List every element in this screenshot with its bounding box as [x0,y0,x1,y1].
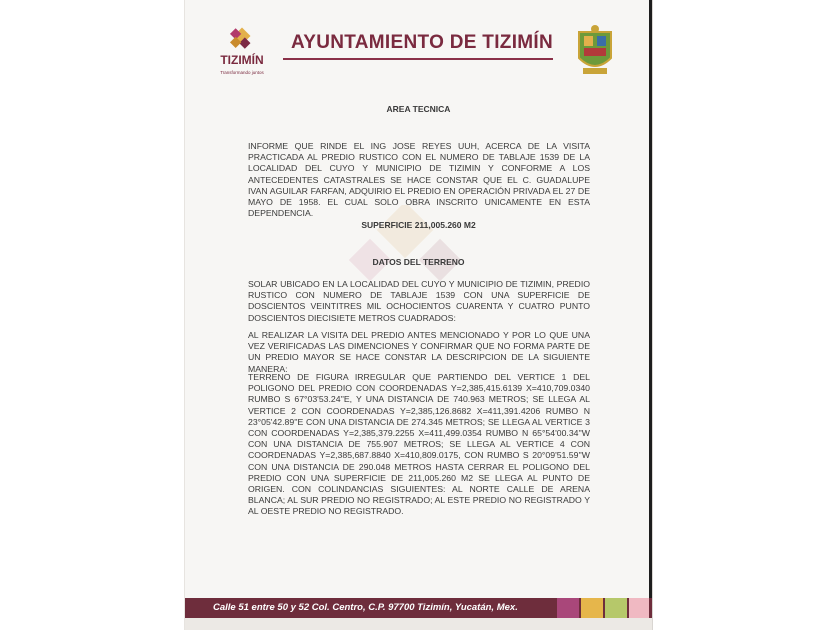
municipal-seal-icon [573,22,617,78]
datos-title: DATOS DEL TERRENO [372,257,465,267]
letterhead [185,0,652,90]
bottom-strip [185,618,652,630]
tizimin-logo-icon [207,14,277,84]
footer-bar [185,598,652,618]
paragraph-visita: AL REALIZAR LA VISITA DEL PREDIO ANTES MENCIONADO Y POR LO QUE UNA VEZ VERIFICADAS LAS DIMENCIONES Y CONFIRMAR QUE NO FORMA PARTE DE UN PREDIO MAYOR SE HACE CONSTAR LA DESCRIPCION DE LA SIGUIENTE MANERA: [248,330,590,374]
logo-text: TIZIMÍN [220,53,264,67]
paragraph-solar: SOLAR UBICADO EN LA LOCALIDAD DEL CUYO Y MUNICIPIO DE TIZIMIN, PREDIO RUSTICO CON NUMERO DE TABLAJE 1539 CON UNA SUPERFICIE DE DOSCIENTOS VEINTITRES MIL OCHOCIENTOS CUARENTA Y CUATRO PUNTO DOSCIENTOS DIECISIETE METROS CUADRADOS: [248,279,590,323]
footer-swatch-2 [581,598,603,618]
title-rule [283,58,553,60]
logo-subtext: Transformando juntos [220,70,264,75]
section-title: AREA TECNICA [386,104,451,114]
footer-swatch-4 [629,598,649,618]
footer-swatch-1 [557,598,579,618]
page-edge [649,0,652,630]
document-page [185,0,652,630]
paragraph-terreno: TERRENO DE FIGURA IRREGULAR QUE PARTIENDO DEL VERTICE 1 DEL POLIGONO DEL PREDIO CON COORDENADAS Y=2,385,415.6139 X=410,709.0340 RUMBO S 67°03'53.24''E, Y UNA DISTANCIA DE 740.963 METROS; SE LLEGA AL VERTICE 2 CON COORDENADAS Y=2,385,126.8682 X=411,391.4206 RUMBO N 23°05'42.89''E CON UNA DISTANCIA DE 274.345 METROS; SE LLEGA AL VERTICE 3 CON COORDENADAS Y=2,385,379.2255 X=411,499.0354 RUMBO N 65°54'00.34''W CON UNA DISTANCIA DE 755.907 METROS; SE LLEGA AL VERTICE 4 CON COORDENADAS Y=2,385,687.8840 X=410,809.0175, CON RUMBO S 20°09'51.59''W CON UNA DISTANCIA DE 290.048 METROS HASTA CERRAR EL POLIGONO DEL PREDIO CON UNA SUPERFICIE DE 211,005.260 M2 SE LLEGA AL PUNTO DE ORIGEN. CON COLINDANCIAS SIGUIENTES: AL NORTE CALLE DE ARENA BLANCA; AL SUR PREDIO NO REGISTRADO; AL ESTE PREDIO NO REGISTRADO Y AL OESTE PREDIO NO REGISTRADO. [248,372,590,517]
footer-swatch-3 [605,598,627,618]
organization-name: AYUNTAMIENTO DE TIZIMÍN [291,32,553,53]
footer-address: Calle 51 entre 50 y 52 Col. Centro, C.P. 97700 Tizimín, Yucatán, Mex. [213,602,518,613]
intro-paragraph: INFORME QUE RINDE EL ING JOSE REYES UUH, ACERCA DE LA VISITA PRACTICADA AL PREDIO RUSTICO CON EL NUMERO DE TABLAJE 1539 DE LA LOCALIDAD DEL CUYO Y MUNICIPIO DE TIZIMIN Y CONFORME A LOS ANTECEDENTES CATASTRALES SE HACE CONSTAR QUE EL C. GUADALUPE IVAN AGUILAR FARFAN, ADQUIRIO EL PREDIO EN OPERACIÓN PRIVADA EL 27 DE MAYO DE 1958. EL CUAL SOLO OBRA INSCRITO UNICAMENTE EN ESTA DEPENDENCIA. [248,141,590,219]
superficie-label: SUPERFICIE 211,005.260 M2 [361,220,476,230]
